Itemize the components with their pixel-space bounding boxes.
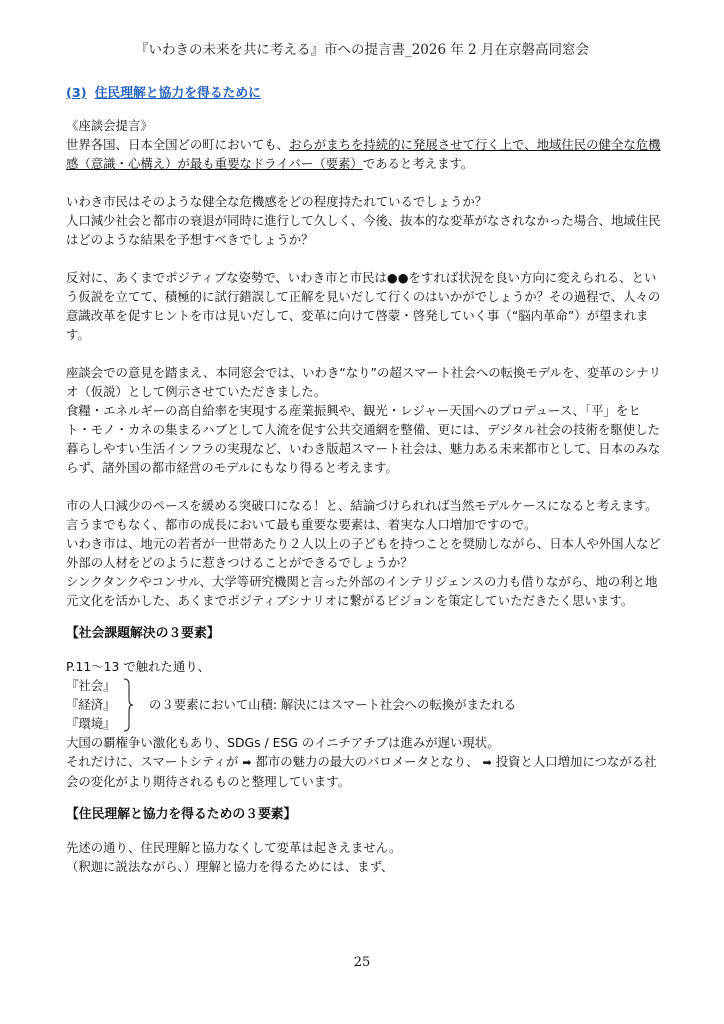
page-number: 25 [353,955,371,970]
three-elements-text: の３要素において山積: 解決にはスマート社会への転換がまたれる [149,697,517,712]
resident-line-1: 先述の通り、住民理解と協力なくして変革は起きえません。 [66,840,402,855]
paragraph-5-line-3: シンクタンクやコンサル、大学等研究機関と言った外部のインテリジェンスの力も借りながら、地の利と地元文化を活かした、あくまでポジティブシナリオに繋がるビジョンを策定していただきたく思います。 [66,574,658,608]
paragraph-5-line-2: いわき市は、地元の若者が一世帯あたり２人以上の子どもを持つことを奨励しながら、日本人や外国人など外部の人材をどのように惹きつけることができるでしょうか？ [66,536,661,570]
paragraph-1-underlined: おらがまちを持続的に発展させて行く上で、地域住民の健全な危機感（意識・心構え）が最も重要なドライバー（要素） [66,137,661,171]
page-content [66,84,662,876]
element-environment: 『環境』 [66,716,116,731]
paragraph-2-line-1: いわき市民はそのような健全な危機感をどの程度持たれているでしょうか？ [66,194,488,209]
section-title-text: 住民理解と協力を得るために [94,86,261,101]
paragraph-2-line-2: 人口減少社会と都市の衰退が同時に進行して久しく、今後、抜本的な変革がなされなかった場合、地域住民はどのような結果を予想すべきでしょうか？ [66,213,661,247]
element-society: 『社会』 [66,678,116,693]
paragraph-1-c: であると考えます。 [362,156,474,171]
resident-line-2: （釈迦に説法ながら、）理解と協力を得るためには、まず、 [66,859,394,874]
section-number: (3) [66,86,87,101]
resident-heading: 【住民理解と協力を得るための３要素】 [66,807,297,822]
roundtable-label: 《座談会提言》 [66,118,153,133]
right-arrow-icon: ➡ [482,756,492,769]
social-heading: 【社会課題解決の３要素】 [66,626,220,641]
social-after-2-a: それだけに、スマートシティが [66,754,239,769]
paragraph-4-line-1: 座談会での意見を踏まえ、本同窓会では、いわき“なり”の超スマート社会への転換モデルを、変革のシナリオ（仮説）として例示させていただきました。 [66,365,662,399]
social-after-1: 大国の覇権争い激化もあり、SDGs / ESG のイニチアチブは進みが遅い現状。 [66,735,500,750]
social-reference: P.11～13 で触れた通り、 [66,659,211,674]
social-after-2-c: 投資と人口増加につながる社会の変化がより期待されるものと整理しています。 [66,754,657,789]
social-after-2-b: 都市の魅力の最大のバロメータとなり、 [255,754,479,769]
social-after-2 [66,752,662,791]
paragraph-3: 反対に、あくまでポジティブな姿勢で、いわき市と市民は●●をすれば状況を良い方向に変えられる、という仮説を立てて、積極的に試行錯誤して正解を見いだして行くのはいかがでしょうか？その過程で、人々の意識改革を促すヒントを市は見いだして、変革に向けて啓蒙・啓発していく事（“脳内革命”）が望まれます。 [66,270,661,342]
right-arrow-icon: ➡ [242,756,252,769]
brace-icon [123,678,133,732]
element-economy: 『経済』 [66,697,116,712]
paragraph-5-line-1: 市の人口減少のペースを緩める突破口になる！と、結論づけられれば当然モデルケースになると考えます。言うまでもなく、都市の成長において最も重要な要素は、着実な人口増加ですので。 [66,498,658,532]
paragraph-1 [66,135,662,173]
three-elements-block [66,676,662,733]
section-title [66,84,662,103]
paragraph-1-a: 世界各国、日本全国どの町においても、 [66,137,290,152]
paragraph-4-line-2: 食糧・エネルギーの高自給率を実現する産業振興や、観光・レジャー天国へのプロデュース、「平」をヒト・モノ・カネの集まるハブとして人流を促す公共交通網を整備、更には、デジタル社会の技術を駆使した暮らしやすい生活インフラの実現など、いわき版超スマート社会は、魅力ある未来都市として、日本のみならず、諸外国の都市経営のモデルにもなり得ると考えます。 [66,403,661,475]
page-header: 『いわきの未来を共に考える』市への提言書_2026 年 2 月在京磐高同窓会 [134,42,590,58]
